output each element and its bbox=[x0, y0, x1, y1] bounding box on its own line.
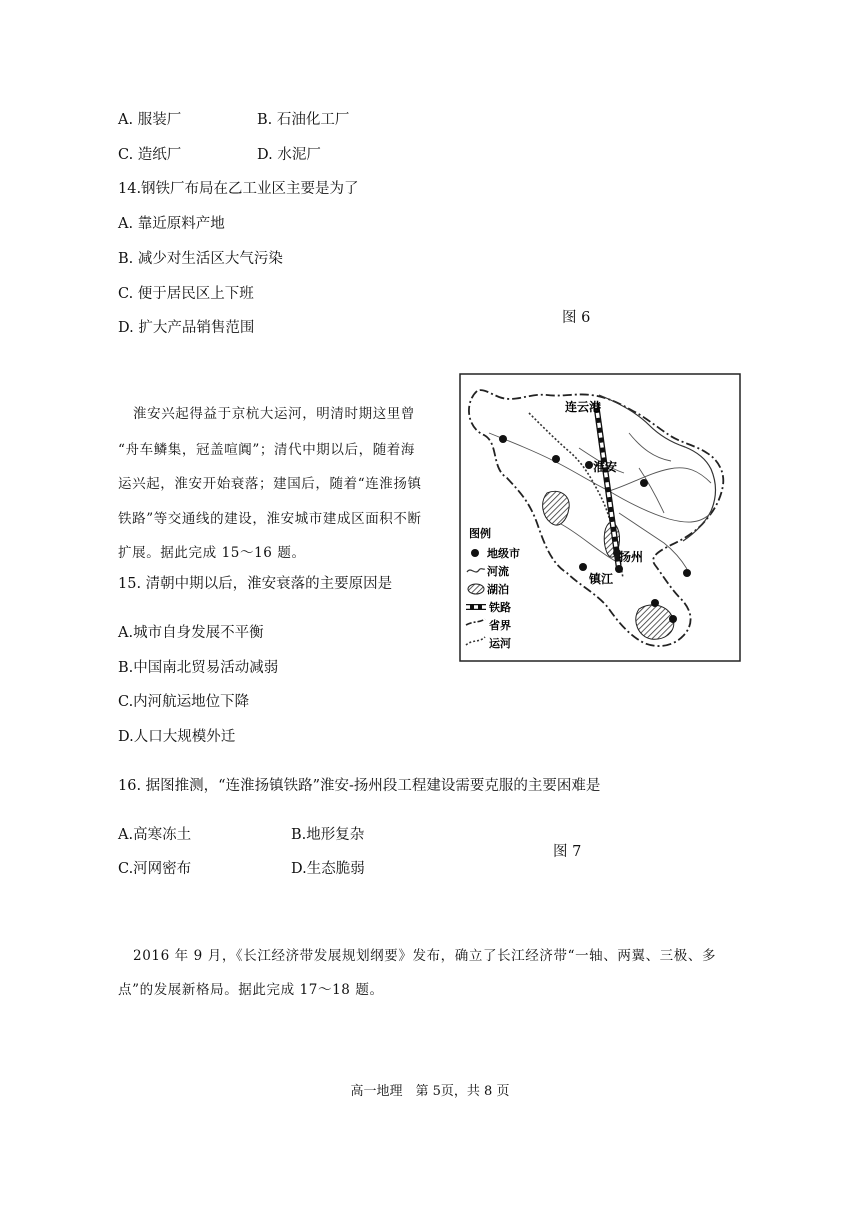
passage1-line-2: “舟车鳞集，冠盖喧阗”；清代中期以后，随着海 bbox=[118, 442, 416, 458]
city-label-huaian: 淮安 bbox=[593, 460, 618, 474]
q16-option-d: D.生态脆弱 bbox=[291, 861, 365, 877]
legend-lake: 湖泊 bbox=[487, 583, 509, 596]
q14-option-d: D. 扩大产品销售范围 bbox=[118, 320, 255, 336]
lake-taihu bbox=[636, 605, 674, 639]
q14-stem: 14.钢铁厂布局在乙工业区主要是为了 bbox=[118, 181, 359, 197]
q13-option-b: B. 石油化工厂 bbox=[257, 112, 350, 128]
passage1-line-5: 扩展。据此完成 15～16 题。 bbox=[118, 545, 306, 561]
q15-option-c: C.内河航运地位下降 bbox=[118, 694, 250, 710]
legend-lake-icon bbox=[468, 584, 484, 594]
legend-city-icon bbox=[471, 549, 479, 557]
q15-option-d: D.人口大规模外迁 bbox=[118, 729, 236, 745]
legend-boundary: 省界 bbox=[489, 619, 511, 632]
q14-option-b: B. 减少对生活区大气污染 bbox=[118, 251, 283, 267]
huaian-map-figure bbox=[459, 373, 741, 662]
city-label-yangzhou: 扬州 bbox=[619, 550, 644, 564]
page-footer: 高一地理 第 5页，共 8 页 bbox=[350, 1084, 510, 1099]
q14-option-a: A. 靠近原料产地 bbox=[118, 216, 225, 232]
q15-stem: 15. 清朝中期以后，淮安衰落的主要原因是 bbox=[118, 576, 393, 592]
figure-6-label: 图 6 bbox=[562, 310, 591, 326]
passage1-line-3: 运兴起，淮安开始衰落；建国后，随着“连淮扬镇 bbox=[118, 476, 422, 492]
passage1-line-4: 铁路”等交通线的建设，淮安城市建成区面积不断 bbox=[118, 511, 422, 527]
q13-option-c: C. 造纸厂 bbox=[118, 147, 182, 163]
q16-stem: 16. 据图推测，“连淮扬镇铁路”淮安-扬州段工程建设需要克服的主要困难是 bbox=[118, 778, 601, 794]
q15-option-b: B.中国南北贸易活动减弱 bbox=[118, 660, 279, 676]
figure-7-label: 图 7 bbox=[553, 844, 582, 860]
legend-river: 河流 bbox=[487, 565, 509, 578]
q13-option-d: D. 水泥厂 bbox=[257, 147, 321, 163]
passage2-line-2: 点”的发展新格局。据此完成 17～18 题。 bbox=[118, 982, 384, 998]
legend-railway: 铁路 bbox=[489, 601, 511, 614]
q15-option-a: A.城市自身发展不平衡 bbox=[118, 625, 264, 641]
legend-title: 图例 bbox=[469, 527, 491, 540]
q16-option-c: C.河网密布 bbox=[118, 861, 192, 877]
city-label-zhenjiang: 镇江 bbox=[589, 572, 614, 586]
passage1-line-1: 淮安兴起得益于京杭大运河，明清时期这里曾 bbox=[133, 406, 415, 422]
legend-canal: 运河 bbox=[489, 637, 511, 650]
q16-option-b: B.地形复杂 bbox=[291, 827, 365, 843]
city-label-lianyungang: 连云港 bbox=[565, 400, 602, 414]
legend-city: 地级市 bbox=[487, 547, 520, 560]
q13-option-a: A. 服装厂 bbox=[118, 112, 182, 128]
q16-option-a: A.高寒冻土 bbox=[118, 827, 192, 843]
q14-option-c: C. 便于居民区上下班 bbox=[118, 286, 254, 302]
passage2-line-1: 2016 年 9 月，《长江经济带发展规划纲要》发布，确立了长江经济带“一轴、两翼、三极、多 bbox=[133, 948, 717, 964]
